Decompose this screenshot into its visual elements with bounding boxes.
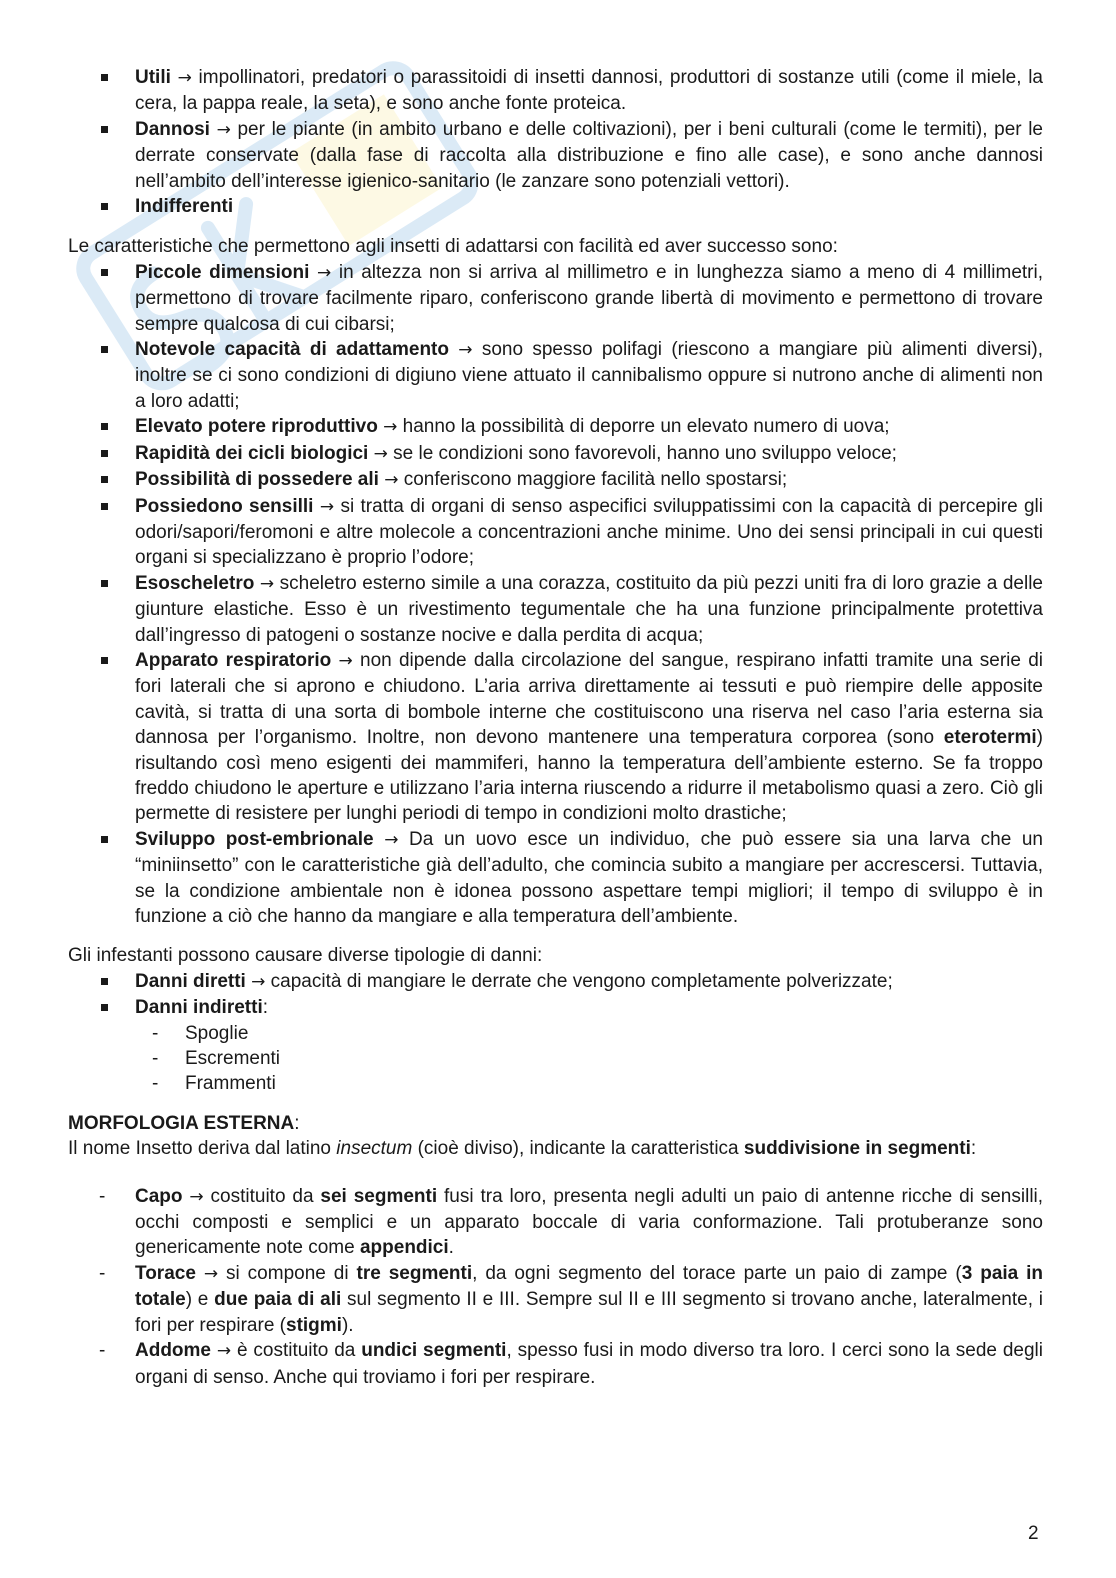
- list-item: Elevato potere riproduttivo → hanno la possibilità di deporre un elevato numero di uova;: [68, 414, 1043, 440]
- list-item: Possiedono sensilli → si tratta di organi di senso aspecifici sviluppatissimi con la capacità di percepire gli odori/sapori/feromoni e altre molecole a concentrazioni anche minime. Uno dei sensi principali in cui questi organi si specializzano è proprio l’odore;: [68, 494, 1043, 571]
- list-item: - Torace → si compone di tre segmenti, da ogni segmento del torace parte un paio di zampe (3 paia in totale) e due paia di ali sul segmento II e III. Sempre sul II e III segmento si trovano anche, lateralmente, i fori per respirare (stigmi).: [68, 1261, 1043, 1338]
- paragraph: Le caratteristiche che permettono agli insetti di adattarsi con facilità ed aver successo sono:: [68, 236, 838, 258]
- list-item: - Escrementi: [68, 1046, 1043, 1071]
- paragraph: Gli infestanti possono causare diverse tipologie di danni:: [68, 945, 543, 967]
- list-item: Piccole dimensioni → in altezza non si arriva al millimetro e in lunghezza siamo a meno di 4 millimetri, permettono di trovare facilmente riparo, conferiscono grande libertà di movimento e permettono di trovare sempre qualcosa di cui cibarsi;: [68, 260, 1043, 337]
- list-item: - Addome → è costituito da undici segmenti, spesso fusi in modo diverso tra loro. I cerci sono la sede degli organi di senso. Anche qui troviamo i fori per respirare.: [68, 1338, 1043, 1390]
- document-body: [68, 65, 1043, 1390]
- list-item: Danni indiretti:: [68, 995, 1043, 1020]
- list-item: Indifferenti: [68, 194, 1043, 219]
- damage-list: [68, 969, 1043, 1021]
- list-item: Utili → impollinatori, predatori o parassitoidi di insetti dannosi, produttori di sostanze utili (come il miele, la cera, la pappa reale, la seta), e sono anche fonte proteica.: [68, 65, 1043, 117]
- characteristics-list: [68, 260, 1043, 930]
- insect-types-list: [68, 65, 1043, 219]
- list-item: Apparato respiratorio → non dipende dalla circolazione del sangue, respirano infatti tramite una serie di fori laterali che si aprono e chiudono. L’aria arriva direttamente ai tessuti e può riempire delle apposite cavità, si tratta di una sorta di bombole interne che costituiscono una riserva nel caso l’aria esterna sia dannosa per l’organismo. Inoltre, non devono mantenere una temperatura corporea (sono eterotermi) risultando così meno esigenti dei mammiferi, hanno la temperatura dell’ambiente esterno. Se fa troppo freddo chiudono le aperture e utilizzano l’aria interna riuscendo a ridurre il metabolismo quasi a zero. Ciò gli permette di resistere per lunghi periodi di tempo in condizioni molto drastiche;: [68, 648, 1043, 827]
- list-item: Sviluppo post-embrionale → Da un uovo esce un individuo, che può essere sia una larva che un “miniinsetto” con le caratteristiche già dell’adulto, che comincia subito a mangiare per accrescersi. Tuttavia, se la condizione ambientale non è idonea possono aspettare tempi migliori; il tempo di sviluppo è in funzione a ciò che hanno da mangiare e alla temperatura dell’ambiente.: [68, 827, 1043, 930]
- segments-list: [68, 1184, 1043, 1390]
- indirect-damage-sublist: [68, 1021, 1043, 1097]
- page-number: 2: [1028, 1523, 1039, 1544]
- paragraph: Il nome Insetto deriva dal latino insectum (cioè diviso), indicante la caratteristica suddivisione in segmenti:: [68, 1138, 977, 1160]
- list-item: Danni diretti → capacità di mangiare le derrate che vengono completamente polverizzate;: [68, 969, 1043, 995]
- list-item: Possibilità di possedere ali → conferiscono maggiore facilità nello spostarsi;: [68, 467, 1043, 493]
- list-item: - Spoglie: [68, 1021, 1043, 1046]
- list-item: - Capo → costituito da sei segmenti fusi tra loro, presenta negli adulti un paio di antenne ricche di sensilli, occhi composti e semplici e un apparato boccale di varia conformazione. Tali protuberanze sono genericamente note come appendici.: [68, 1184, 1043, 1261]
- list-item: - Frammenti: [68, 1071, 1043, 1096]
- list-item: Rapidità dei cicli biologici → se le condizioni sono favorevoli, hanno uno sviluppo veloce;: [68, 441, 1043, 467]
- list-item: Notevole capacità di adattamento → sono spesso polifagi (riescono a mangiare più alimenti diversi), inoltre se ci sono condizioni di digiuno viene attuato il cannibalismo oppure si nutrono anche di alimenti non a loro adatti;: [68, 337, 1043, 414]
- list-item: Esoscheletro → scheletro esterno simile a una corazza, costituito da più pezzi uniti fra di loro grazie a delle giunture elastiche. Esso è un rivestimento tegumentale che ha una funzione principalmente protettiva dall’ingresso di patogeni o sostanze nocive e dalla perdita di acqua;: [68, 571, 1043, 648]
- list-item: Dannosi → per le piante (in ambito urbano e delle coltivazioni), per i beni culturali (come le termiti), per le derrate conservate (dalla fase di raccolta alla distribuzione e fino alle case), e sono anche dannosi nell’ambito dell’interesse igienico-sanitario (le zanzare sono potenziali vettori).: [68, 117, 1043, 194]
- section-heading: MORFOLOGIA ESTERNA:: [68, 1112, 300, 1134]
